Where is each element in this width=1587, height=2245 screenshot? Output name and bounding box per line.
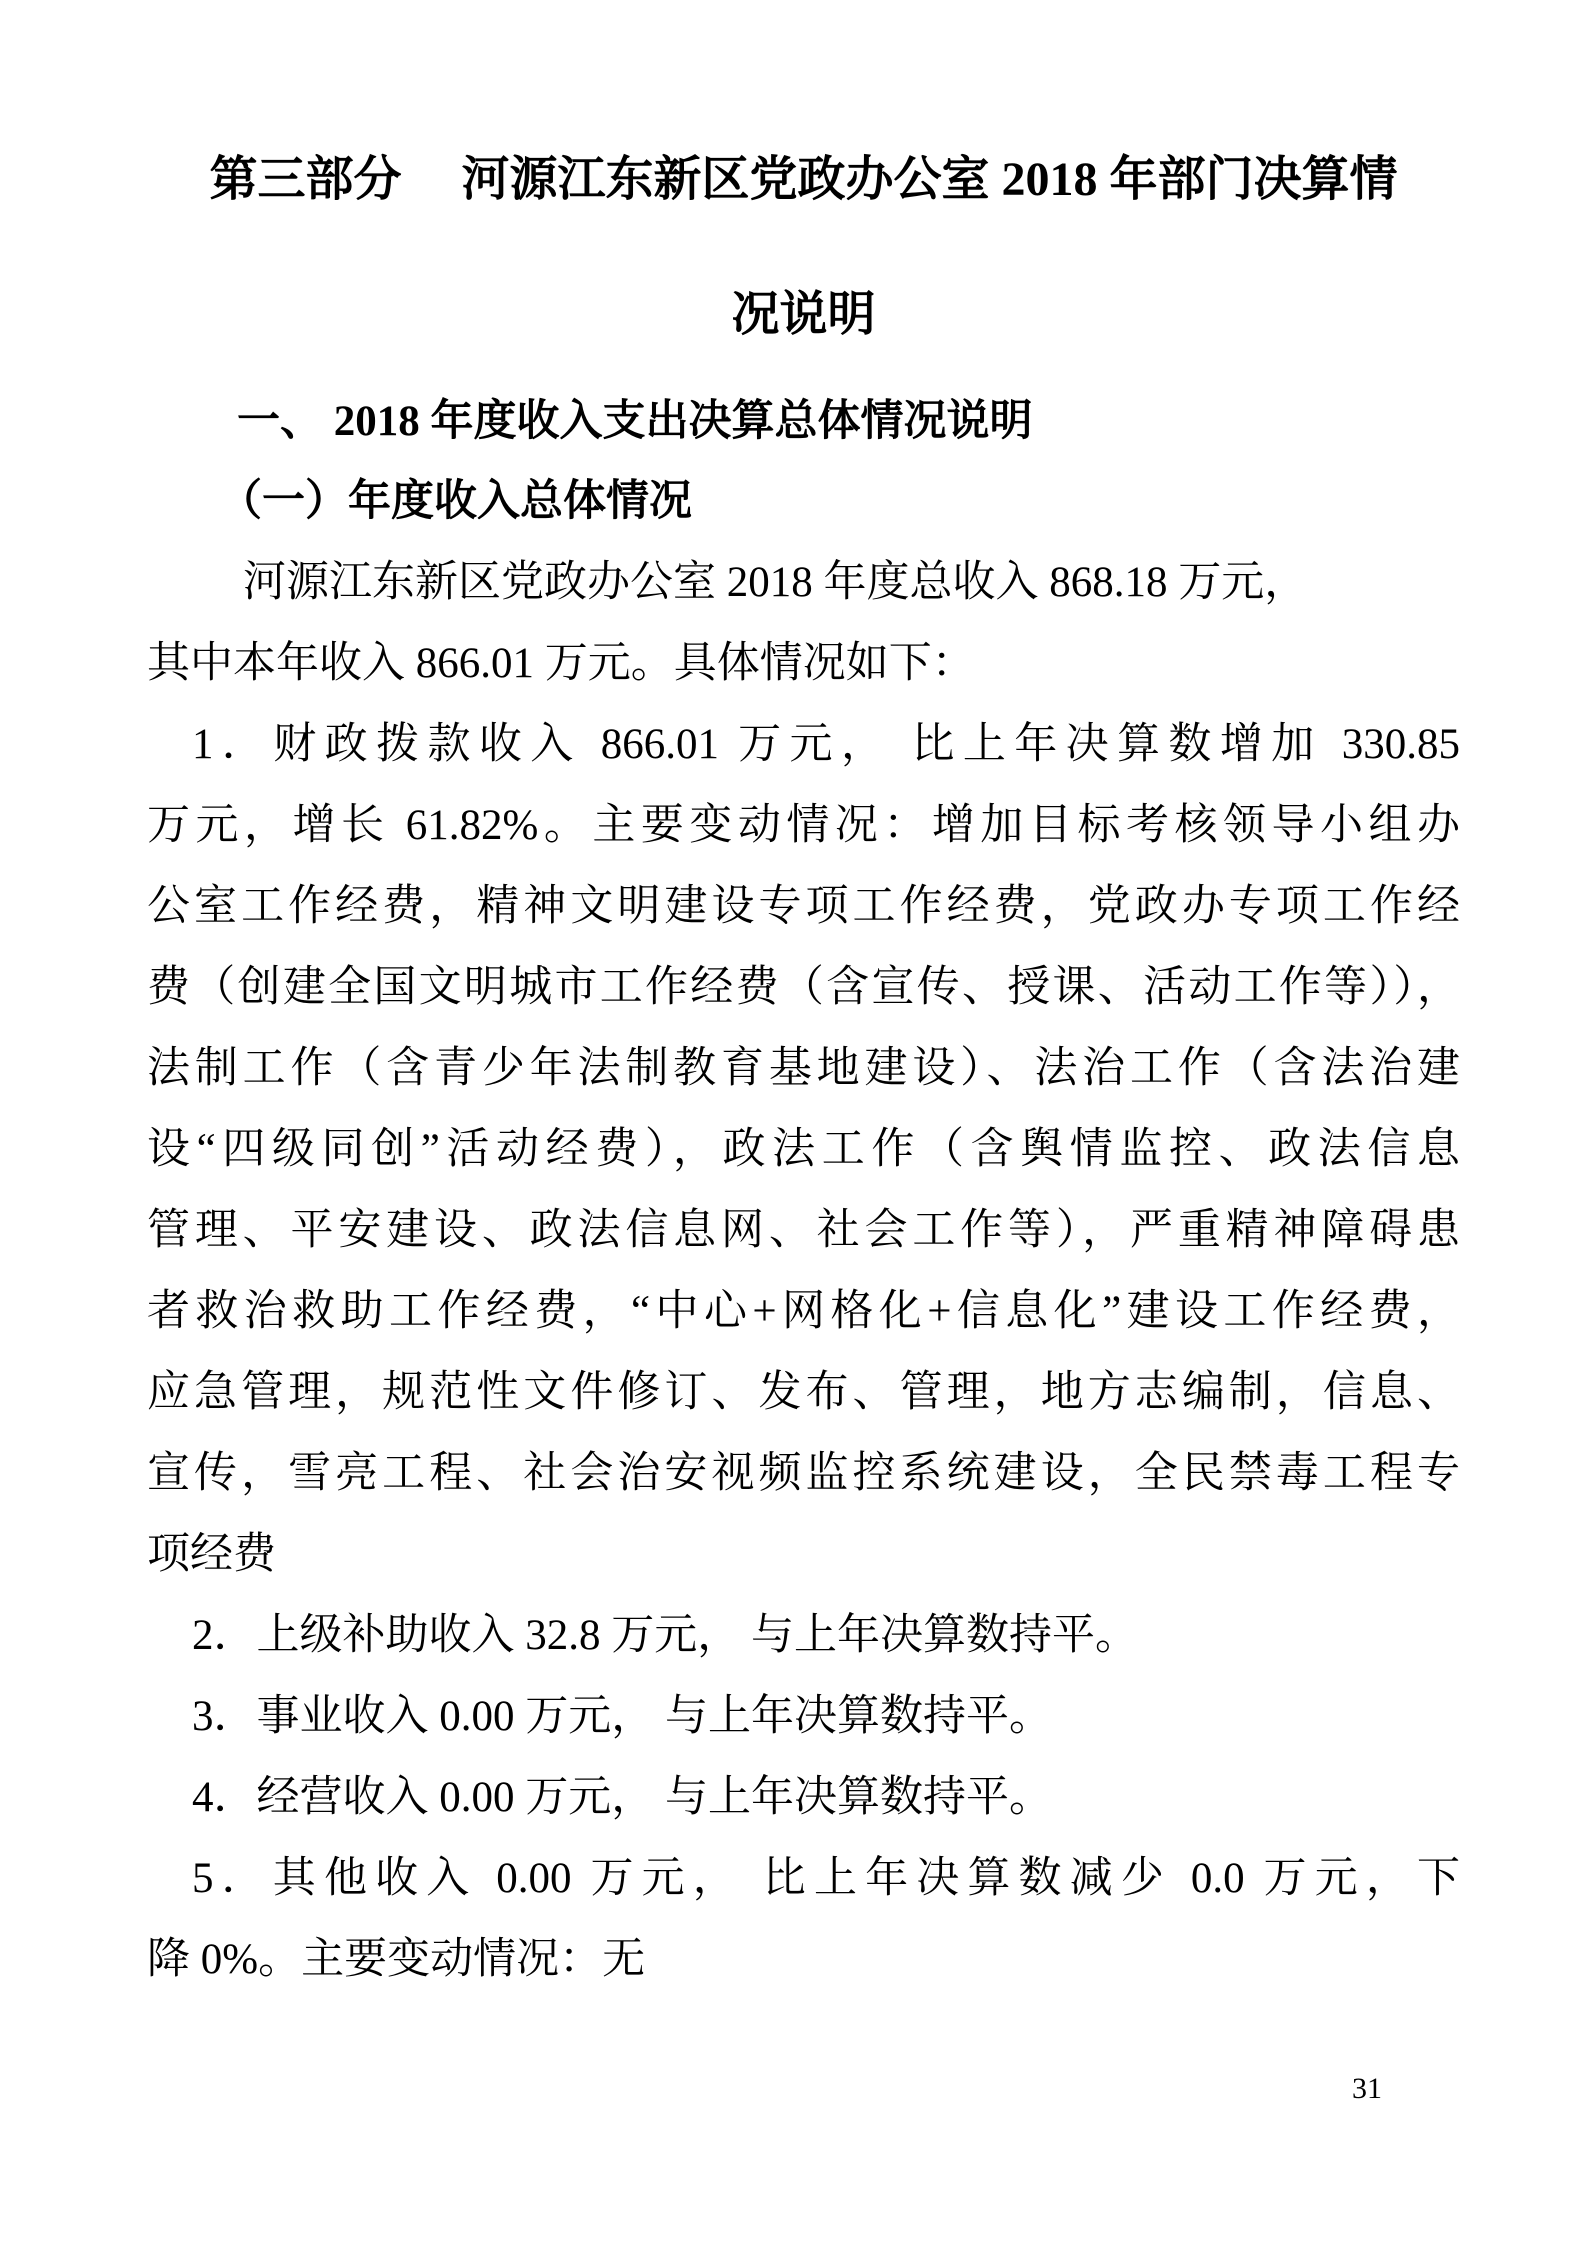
document-title	[147, 112, 1460, 382]
list-item-1-line: 设“四级同创”活动经费），政法工作（含舆情监控、政法信息	[147, 1126, 1460, 1173]
document-title-line-1: 第三部分 河源江东新区党政办公室 2018 年部门决算情	[209, 153, 1398, 206]
paragraph-line: 河源江东新区党政办公室 2018 年度总收入 868.18 万元，	[243, 559, 1308, 606]
list-item-1-line: 宣传，雪亮工程、社会治安视频监控系统建设，全民禁毒工程专	[147, 1450, 1460, 1497]
list-item-1-line: 1．财政拨款收入 866.01 万元， 比上年决算数增加 330.85	[192, 721, 1460, 768]
section-heading: 一、 2018 年度收入支出决算总体情况说明	[237, 398, 1033, 445]
list-item-1-line: 费（创建全国文明城市工作经费（含宣传、授课、活动工作等）），	[147, 964, 1460, 1011]
list-item-5-line: 5．其他收入 0.00 万元， 比上年决算数减少 0.0 万元，下	[192, 1855, 1460, 1902]
list-item-1-line: 应急管理，规范性文件修订、发布、管理，地方志编制，信息、	[147, 1369, 1460, 1416]
list-item-3-line: 3．事业收入 0.00 万元， 与上年决算数持平。	[192, 1693, 1052, 1740]
list-item-2-line: 2．上级补助收入 32.8 万元， 与上年决算数持平。	[192, 1612, 1138, 1659]
list-item-1-line: 者救治救助工作经费，“中心+网格化+信息化”建设工作经费，	[147, 1288, 1460, 1335]
list-item-4-line: 4．经营收入 0.00 万元， 与上年决算数持平。	[192, 1774, 1052, 1821]
list-item-1-line: 公室工作经费，精神文明建设专项工作经费，党政办专项工作经	[147, 883, 1460, 930]
list-item-1-line: 项经费	[147, 1531, 276, 1578]
page-number: 31	[1352, 2072, 1382, 2105]
document-title-line-2: 况说明	[731, 288, 876, 341]
list-item-1-line: 万元，增长 61.82%。主要变动情况：增加目标考核领导小组办	[147, 802, 1460, 849]
list-item-5-line: 降 0%。主要变动情况：无	[147, 1936, 646, 1983]
subsection-heading: （一）年度收入总体情况	[219, 478, 692, 525]
list-item-1-line: 法制工作（含青少年法制教育基地建设）、法治工作（含法治建	[147, 1045, 1460, 1092]
list-item-1-line: 管理、平安建设、政法信息网、社会工作等），严重精神障碍患	[147, 1207, 1460, 1254]
paragraph-line: 其中本年收入 866.01 万元。具体情况如下：	[147, 640, 975, 687]
